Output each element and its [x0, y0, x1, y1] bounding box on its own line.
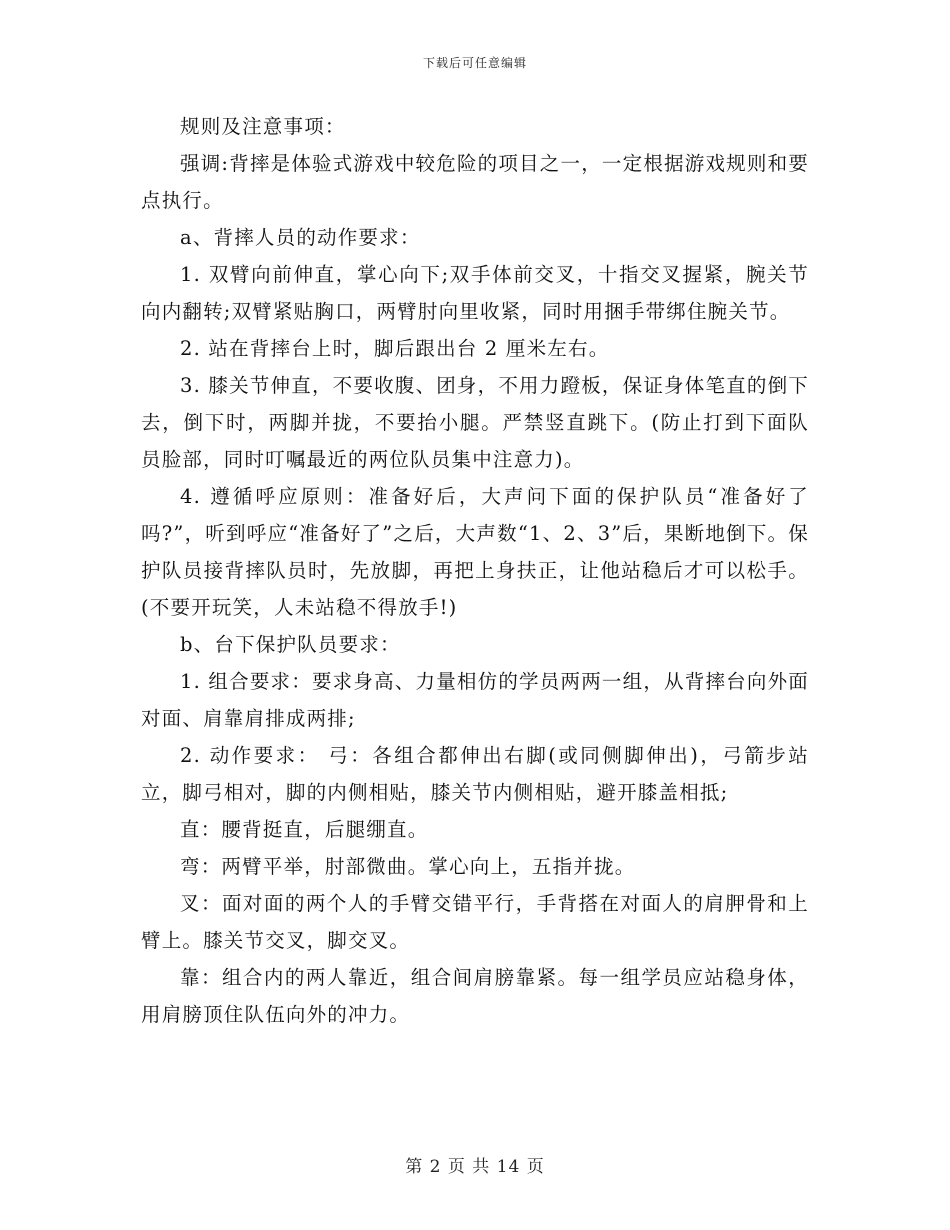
paragraph-emphasis: 强调:背摔是体验式游戏中较危险的项目之一，一定根据游戏规则和要点执行。	[141, 152, 809, 212]
paragraph-lean: 靠：组合内的两人靠近，组合间肩膀靠紧。每一组学员应站稳身体，用肩膀顶住队伍向外的冲力。	[141, 966, 809, 1026]
subheading-spotter-requirements: b、台下保护队员要求：	[180, 633, 401, 656]
paragraph-item-2: 2. 站在背摔台上时，脚后跟出台 2 厘米左右。	[180, 337, 610, 360]
section-heading-rules: 规则及注意事项：	[180, 115, 346, 138]
paragraph-item-3: 3. 膝关节伸直，不要收腹、团身，不用力蹬板，保证身体笔直的倒下去，倒下时，两脚并拢，不要抬小腿。严禁竖直跳下。(防止打到下面队员脸部，同时叮嘱最近的两位队员集中注意力)。	[141, 374, 809, 471]
paragraph-spotter-item-1: 1. 组合要求：要求身高、力量相仿的学员两两一组，从背摔台向外面对面、肩靠肩排成两排;	[141, 670, 809, 730]
subheading-faller-requirements: a、背摔人员的动作要求：	[180, 226, 421, 249]
paragraph-cross: 叉：面对面的两个人的手臂交错平行，手背搭在对面人的肩胛骨和上臂上。膝关节交叉，脚交叉。	[141, 892, 809, 952]
page-number: 第 2 页 共 14 页	[405, 1157, 545, 1177]
paragraph-bend: 弯：两臂平举，肘部微曲。掌心向上，五指并拢。	[180, 855, 636, 878]
paragraph-item-4: 4. 遵循呼应原则：准备好后，大声问下面的保护队员“准备好了吗?”，听到呼应“准备好了”之后，大声数“1、2、3”后，果断地倒下。保护队员接背摔队员时，先放脚，再把上身扶正，让他站稳后才可以松手。(不要开玩笑，人未站稳不得放手!)	[141, 485, 809, 619]
paragraph-item-1: 1. 双臂向前伸直，掌心向下;双手体前交叉，十指交叉握紧，腕关节向内翻转;双臂紧贴胸口，两臂肘向里收紧，同时用捆手带绑住腕关节。	[141, 263, 809, 323]
page-header: 下载后可任意编辑	[422, 56, 527, 70]
paragraph-straight: 直：腰背挺直，后腿绷直。	[180, 818, 429, 841]
paragraph-spotter-item-2: 2. 动作要求： 弓：各组合都伸出右脚(或同侧脚伸出)，弓箭步站立，脚弓相对，脚的内侧相贴，膝关节内侧相贴，避开膝盖相抵;	[141, 744, 809, 804]
document-body	[141, 108, 809, 1033]
